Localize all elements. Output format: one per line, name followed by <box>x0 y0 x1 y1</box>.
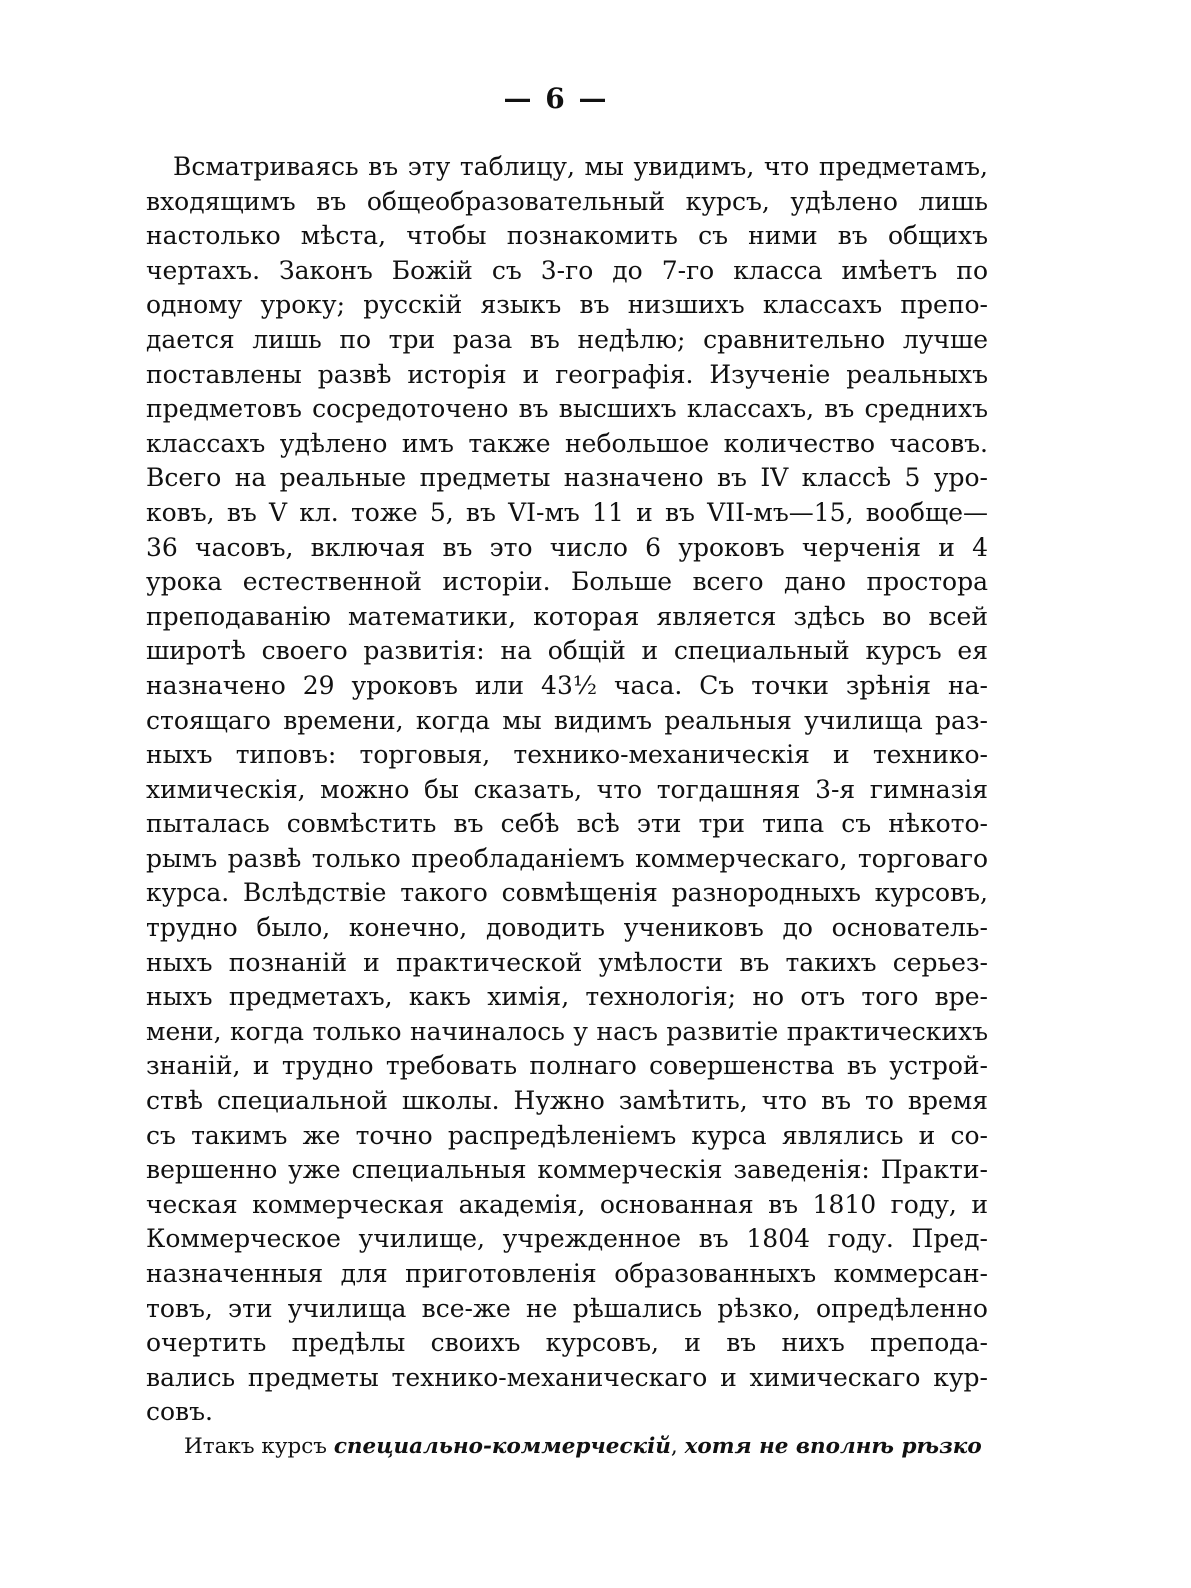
text-line: дается лишь по три раза въ недѣлю; сравнительно лучше <box>146 324 988 354</box>
text-line: курса. Вслѣдствіе такого совмѣщенія разнородныхъ курсовъ, <box>146 878 988 908</box>
text-line: съ такимъ же точно распредѣленіемъ курса являлись и со- <box>146 1120 988 1150</box>
text-line: трудно было, конечно, доводить учениковъ до основатель- <box>146 913 988 943</box>
text-line <box>146 1430 988 1465</box>
text-line: ческая коммерческая академія, основанная въ 1810 году, и <box>146 1189 988 1219</box>
paragraph-2-comma: , <box>670 1433 685 1459</box>
text-line: ствѣ специальной школы. Нужно замѣтить, что въ то время <box>146 1086 988 1116</box>
text-line: назначено 29 уроковъ или 43½ часа. Съ точки зрѣнія на- <box>146 670 988 700</box>
text-line: Коммерческое училище, учрежденное въ 1804 году. Пред- <box>146 1224 988 1254</box>
text-line: входящимъ въ общеобразовательный курсъ, удѣлено лишь <box>146 186 988 216</box>
text-line: стоящаго времени, когда мы видимъ реальныя училища раз- <box>146 705 988 735</box>
text-line: пыталась совмѣстить въ себѣ всѣ эти три типа съ нѣкото- <box>146 809 988 839</box>
page-number: — 6 — <box>503 82 609 115</box>
text-line: ныхъ типовъ: торговыя, технико-механическія и технико- <box>146 740 988 770</box>
text-line: 36 часовъ, включая въ это число 6 уроковъ черченія и 4 <box>146 532 988 562</box>
text-line: преподаванію математики, которая является здѣсь во всей <box>146 601 988 631</box>
text-line: широтѣ своего развитія: на общій и специальный курсъ ея <box>146 636 988 666</box>
text-line: одному уроку; русскій языкъ въ низшихъ классахъ препо- <box>146 290 988 320</box>
paragraph-2 <box>146 1430 988 1465</box>
text-line: Всматриваясь въ эту таблицу, мы увидимъ, что предметамъ, <box>173 152 988 181</box>
text-line: предметовъ сосредоточено въ высшихъ классахъ, въ среднихъ <box>146 394 988 424</box>
text-line: ковъ, въ V кл. тоже 5, въ VI-мъ 11 и въ VII-мъ—15, вообще— <box>146 497 988 527</box>
text-line: вались предметы технико-механическаго и химическаго кур- <box>146 1362 988 1392</box>
text-line: вершенно уже специальныя коммерческія заведенія: Практи- <box>146 1155 988 1185</box>
body-text <box>146 150 988 1465</box>
text-line: настолько мѣста, чтобы познакомить съ ними въ общихъ <box>146 221 988 251</box>
text-line: товъ, эти училища все-же не рѣшались рѣзко, опредѣленно <box>146 1293 988 1323</box>
text-line: назначенныя для приготовленія образованныхъ коммерсан- <box>146 1259 988 1288</box>
text-line: химическія, можно бы сказать, что тогдашняя 3-я гимназія <box>146 774 988 804</box>
text-line: очертить предѣлы своихъ курсовъ, и въ нихъ препода- <box>146 1328 988 1358</box>
paragraph-1 <box>146 150 988 1430</box>
text-line: ныхъ познаній и практической умѣлости въ такихъ серьез- <box>146 947 988 977</box>
text-line: ныхъ предметахъ, какъ химія, технологія; но отъ того вре- <box>146 982 988 1012</box>
text-line: урока естественной исторіи. Больше всего дано простора <box>146 567 988 597</box>
text-line: чертахъ. Законъ Божій съ 3-го до 7-го класса имѣетъ по <box>146 255 988 285</box>
text-line: мени, когда только начиналось у насъ развитіе практическихъ <box>146 1016 988 1046</box>
text-line: классахъ удѣлено имъ также небольшое количество часовъ. <box>146 428 988 458</box>
text-line: рымъ развѣ только преобладаніемъ коммерческаго, торговаго <box>146 843 988 873</box>
text-line: поставлены развѣ исторія и географія. Изученіе реальныхъ <box>146 359 988 389</box>
text-line: Всего на реальные предметы назначено въ IV классѣ 5 уро- <box>146 463 988 493</box>
text-line: совъ. <box>146 1397 213 1427</box>
text-line: знаній, и трудно требовать полнаго совершенства въ устрой- <box>146 1051 988 1081</box>
emphasis-text: хотя не вполнѣ рѣзко <box>684 1433 982 1459</box>
paragraph-2-start: Итакъ курсъ <box>184 1433 334 1459</box>
emphasis-text: специально-коммерческій <box>333 1433 671 1459</box>
